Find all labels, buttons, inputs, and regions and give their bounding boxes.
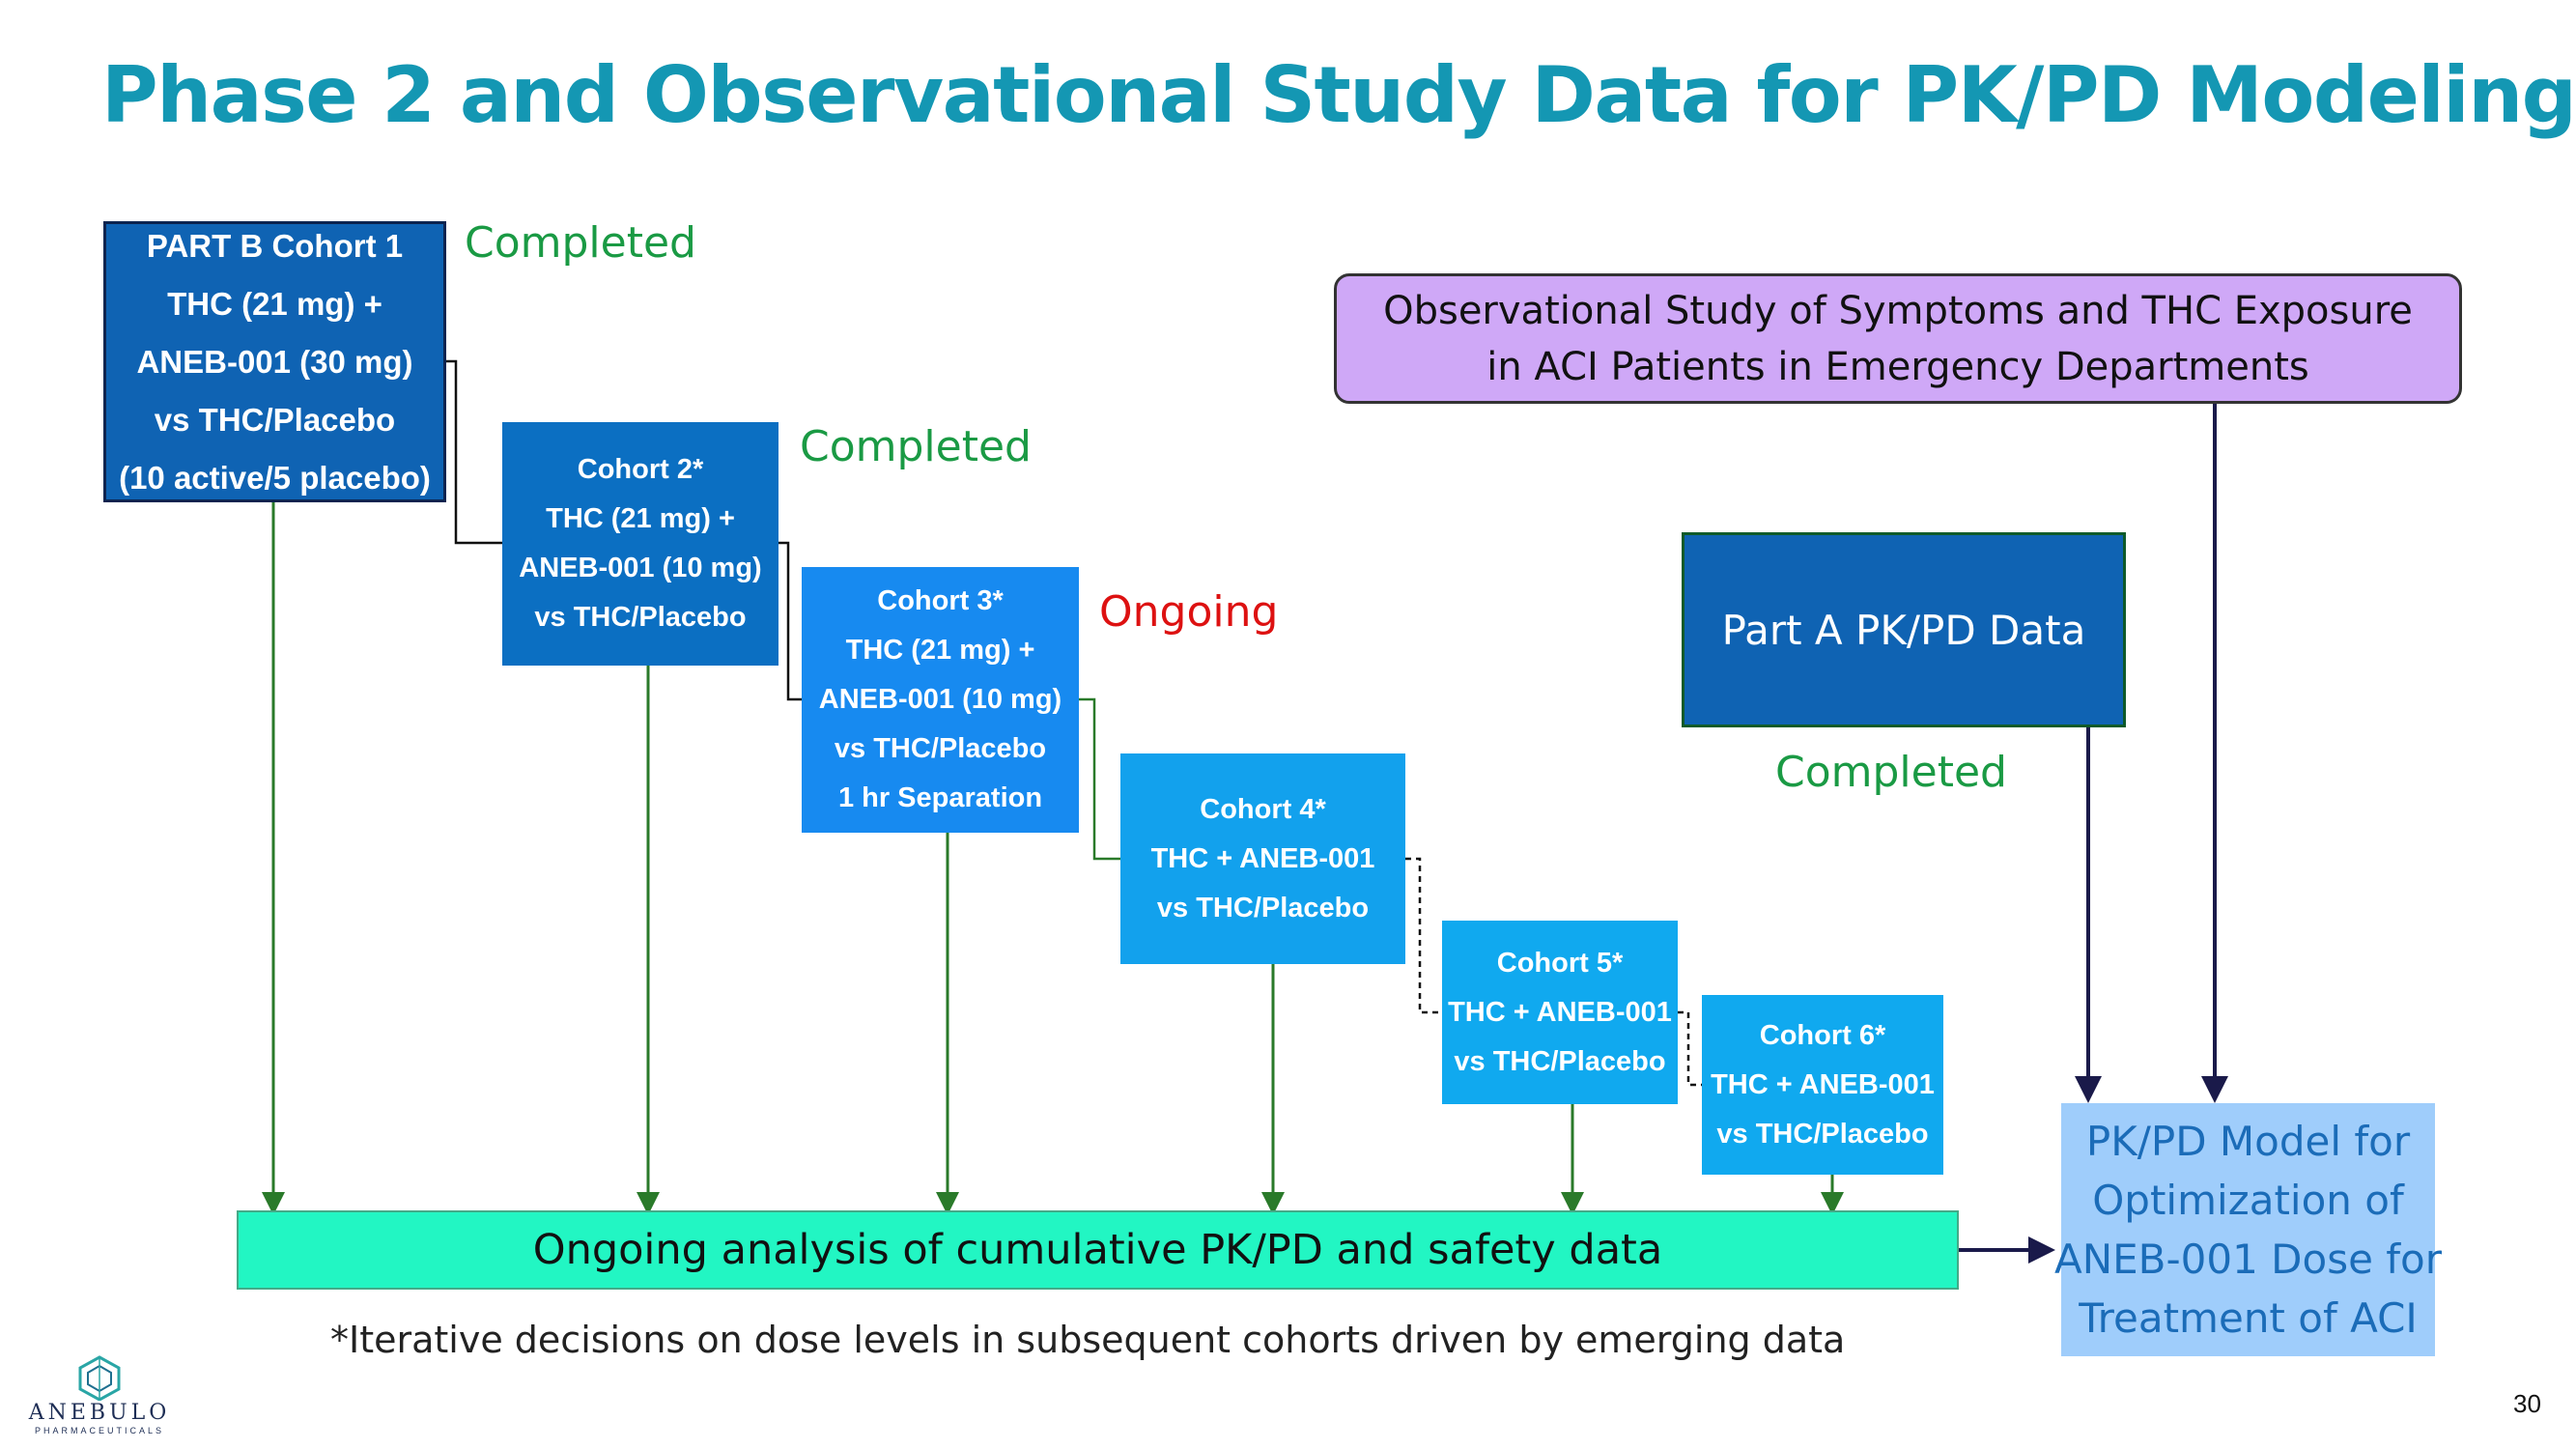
company-logo bbox=[27, 1352, 172, 1435]
cohort-6-line-3: vs THC/Placebo bbox=[1716, 1118, 1929, 1150]
model-line-4: Treatment of ACI bbox=[2079, 1294, 2418, 1342]
model-line-3: ANEB-001 Dose for bbox=[2053, 1236, 2443, 1283]
part-a-status: Completed bbox=[1775, 748, 2007, 797]
model-line-2: Optimization of bbox=[2092, 1177, 2404, 1224]
pkpd-model-box bbox=[2053, 1103, 2443, 1356]
cohort-2-line-4: vs THC/Placebo bbox=[534, 602, 747, 633]
logo-hexagon-icon bbox=[27, 1352, 172, 1401]
elbow-connector-4-5 bbox=[1405, 859, 1442, 1012]
cohort-1-line-5: (10 active/5 placebo) bbox=[119, 459, 431, 496]
cohort-1-line-1: PART B Cohort 1 bbox=[146, 227, 404, 264]
cohort-2-line-1: Cohort 2* bbox=[577, 454, 704, 485]
cohort-3-line-1: Cohort 3* bbox=[877, 585, 1004, 616]
cohort-1-line-3: ANEB-001 (30 mg) bbox=[136, 343, 413, 380]
cohort-2-line-2: THC (21 mg) + bbox=[546, 503, 735, 534]
cohort-1-status: Completed bbox=[465, 218, 696, 268]
cohort-4-line-3: vs THC/Placebo bbox=[1156, 892, 1370, 923]
slide-title: Phase 2 and Observational Study Data for PK/PD Modeling bbox=[101, 50, 2576, 140]
logo-name: ANEBULO bbox=[28, 1401, 171, 1425]
observational-line-2: in ACI Patients in Emergency Departments bbox=[1486, 344, 2309, 389]
cohort-3-line-5: 1 hr Separation bbox=[837, 782, 1043, 813]
part-a-box bbox=[1682, 532, 2126, 727]
analysis-bar bbox=[237, 1210, 1959, 1290]
observational-line-1: Observational Study of Symptoms and THC Exposure bbox=[1383, 288, 2413, 333]
page-number: 30 bbox=[2513, 1389, 2541, 1418]
cohort-5-box bbox=[1442, 921, 1678, 1104]
cohort-3-status: Ongoing bbox=[1099, 587, 1279, 637]
observational-study-box bbox=[1334, 273, 2462, 404]
cohort-5-line-3: vs THC/Placebo bbox=[1454, 1045, 1666, 1077]
cohort-4-line-2: THC + ANEB-001 bbox=[1150, 842, 1375, 874]
elbow-connector-1-2 bbox=[446, 361, 502, 543]
cohort-2-status: Completed bbox=[800, 422, 1032, 471]
elbow-connector-3-4 bbox=[1079, 699, 1120, 859]
cohort-6-box bbox=[1702, 995, 1943, 1175]
cohort-5-line-1: Cohort 5* bbox=[1496, 947, 1624, 979]
cohort-6-line-2: THC + ANEB-001 bbox=[1711, 1068, 1935, 1100]
cohort-3-line-2: THC (21 mg) + bbox=[845, 635, 1035, 666]
cohort-1-line-2: THC (21 mg) + bbox=[167, 285, 382, 322]
cohort-3-line-4: vs THC/Placebo bbox=[834, 733, 1047, 764]
cohort-5-line-2: THC + ANEB-001 bbox=[1448, 996, 1672, 1028]
cohort-2-line-3: ANEB-001 (10 mg) bbox=[519, 553, 762, 583]
cohort-1-box bbox=[103, 221, 446, 502]
logo-subtitle: PHARMACEUTICALS bbox=[34, 1426, 164, 1435]
cohort-4-box bbox=[1120, 753, 1405, 964]
elbow-connector-5-6 bbox=[1678, 1012, 1702, 1085]
cohort-3-line-3: ANEB-001 (10 mg) bbox=[818, 684, 1062, 715]
part-a-label: Part A PK/PD Data bbox=[1721, 606, 2086, 654]
model-line-1: PK/PD Model for bbox=[2085, 1118, 2411, 1165]
cohort-4-line-1: Cohort 4* bbox=[1200, 793, 1326, 825]
cohort-6-line-1: Cohort 6* bbox=[1759, 1019, 1886, 1051]
elbow-connector-2-3 bbox=[778, 543, 802, 699]
cohort-2-box bbox=[502, 422, 778, 666]
cohort-1-line-4: vs THC/Placebo bbox=[154, 401, 396, 438]
analysis-label: Ongoing analysis of cumulative PK/PD and safety data bbox=[532, 1226, 1663, 1274]
cohort-3-box bbox=[802, 567, 1079, 833]
footnote: *Iterative decisions on dose levels in subsequent cohorts driven by emerging data bbox=[330, 1319, 1846, 1361]
